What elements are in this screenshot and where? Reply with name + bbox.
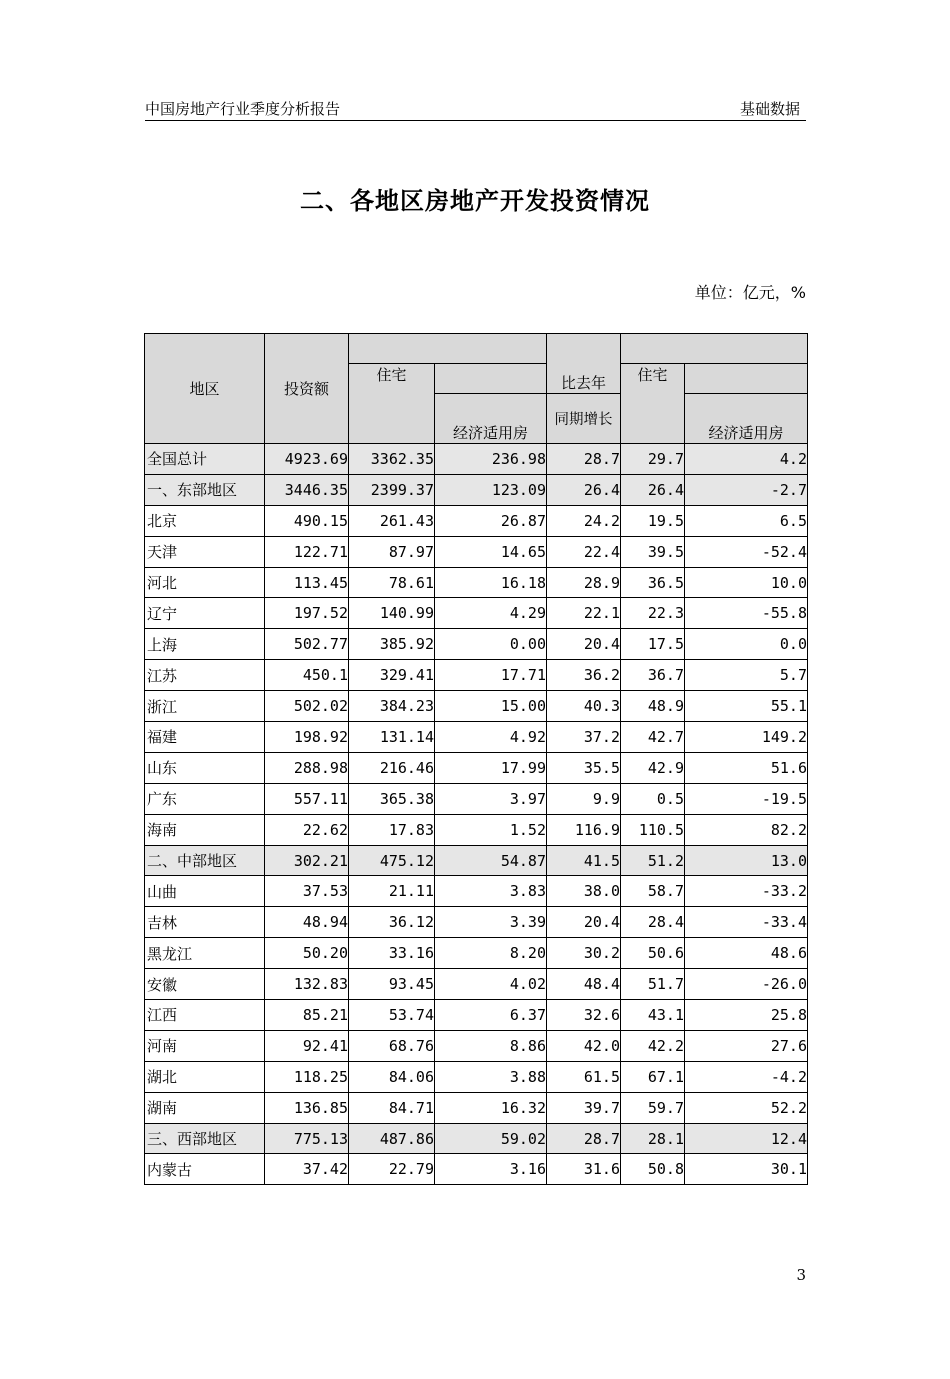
- header-yoy-residential: 住宅: [621, 364, 685, 444]
- cell-growth: 22.4: [547, 536, 621, 567]
- cell-name: 湖北: [145, 1061, 265, 1092]
- cell-growth-residential: 50.6: [621, 938, 685, 969]
- cell-residential: 216.46: [349, 752, 435, 783]
- header-yoy-top: 比去年: [547, 334, 621, 394]
- table-row: [145, 1154, 808, 1185]
- cell-investment: 3446.35: [265, 474, 349, 505]
- cell-growth-residential: 58.7: [621, 876, 685, 907]
- cell-residential: 17.83: [349, 814, 435, 845]
- table-row: [145, 660, 808, 691]
- cell-growth: 41.5: [547, 845, 621, 876]
- cell-residential: 475.12: [349, 845, 435, 876]
- cell-name: 湖南: [145, 1092, 265, 1123]
- cell-name: 辽宁: [145, 598, 265, 629]
- running-header: [145, 98, 806, 121]
- cell-investment: 85.21: [265, 1000, 349, 1031]
- header-yoy-group: [621, 334, 808, 364]
- cell-investment: 198.92: [265, 722, 349, 753]
- cell-growth: 26.4: [547, 474, 621, 505]
- cell-growth: 30.2: [547, 938, 621, 969]
- cell-name: 全国总计: [145, 444, 265, 475]
- cell-growth: 61.5: [547, 1061, 621, 1092]
- cell-affordable: 1.52: [435, 814, 547, 845]
- cell-growth-residential: 50.8: [621, 1154, 685, 1185]
- table-row: [145, 444, 808, 475]
- cell-affordable: 54.87: [435, 845, 547, 876]
- cell-growth-residential: 22.3: [621, 598, 685, 629]
- cell-growth: 36.2: [547, 660, 621, 691]
- cell-investment: 92.41: [265, 1030, 349, 1061]
- cell-growth: 39.7: [547, 1092, 621, 1123]
- cell-growth-affordable: -33.2: [685, 876, 808, 907]
- table-row: [145, 969, 808, 1000]
- cell-investment: 775.13: [265, 1123, 349, 1154]
- cell-growth-affordable: 55.1: [685, 691, 808, 722]
- cell-affordable: 236.98: [435, 444, 547, 475]
- section-label: 基础数据: [739, 100, 800, 118]
- header-affordable-spacer: [435, 364, 547, 394]
- cell-growth-residential: 51.2: [621, 845, 685, 876]
- cell-growth: 28.7: [547, 1123, 621, 1154]
- cell-growth: 20.4: [547, 907, 621, 938]
- cell-growth-affordable: 30.1: [685, 1154, 808, 1185]
- table-row: [145, 1123, 808, 1154]
- cell-affordable: 3.83: [435, 876, 547, 907]
- cell-investment: 50.20: [265, 938, 349, 969]
- cell-growth-affordable: 10.0: [685, 567, 808, 598]
- cell-growth: 37.2: [547, 722, 621, 753]
- cell-name: 黑龙江: [145, 938, 265, 969]
- cell-investment: 118.25: [265, 1061, 349, 1092]
- cell-affordable: 6.37: [435, 1000, 547, 1031]
- cell-affordable: 16.18: [435, 567, 547, 598]
- cell-investment: 502.02: [265, 691, 349, 722]
- cell-residential: 385.92: [349, 629, 435, 660]
- cell-affordable: 4.92: [435, 722, 547, 753]
- cell-affordable: 4.02: [435, 969, 547, 1000]
- cell-growth-affordable: 12.4: [685, 1123, 808, 1154]
- cell-affordable: 14.65: [435, 536, 547, 567]
- cell-growth-residential: 17.5: [621, 629, 685, 660]
- cell-residential: 22.79: [349, 1154, 435, 1185]
- cell-residential: 87.97: [349, 536, 435, 567]
- cell-name: 天津: [145, 536, 265, 567]
- cell-residential: 53.74: [349, 1000, 435, 1031]
- cell-growth-affordable: 13.0: [685, 845, 808, 876]
- cell-investment: 4923.69: [265, 444, 349, 475]
- table-row: [145, 691, 808, 722]
- page-title: 二、各地区房地产开发投资情况: [300, 187, 650, 215]
- cell-residential: 33.16: [349, 938, 435, 969]
- table-row: [145, 783, 808, 814]
- cell-name: 河南: [145, 1030, 265, 1061]
- cell-growth-affordable: 25.8: [685, 1000, 808, 1031]
- table-row: [145, 938, 808, 969]
- table-row: [145, 1000, 808, 1031]
- cell-residential: 84.06: [349, 1061, 435, 1092]
- table-row: [145, 629, 808, 660]
- cell-investment: 113.45: [265, 567, 349, 598]
- investment-table: [144, 333, 808, 1185]
- cell-residential: 487.86: [349, 1123, 435, 1154]
- cell-name: 上海: [145, 629, 265, 660]
- cell-growth-affordable: 4.2: [685, 444, 808, 475]
- cell-affordable: 3.39: [435, 907, 547, 938]
- header-yoy-affordable-spacer: [685, 364, 808, 394]
- cell-growth-residential: 36.5: [621, 567, 685, 598]
- cell-growth: 22.1: [547, 598, 621, 629]
- cell-residential: 21.11: [349, 876, 435, 907]
- cell-growth: 35.5: [547, 752, 621, 783]
- cell-growth: 48.4: [547, 969, 621, 1000]
- cell-growth-residential: 42.7: [621, 722, 685, 753]
- cell-growth-affordable: -4.2: [685, 1061, 808, 1092]
- table-row: [145, 536, 808, 567]
- cell-growth-affordable: 52.2: [685, 1092, 808, 1123]
- cell-growth: 38.0: [547, 876, 621, 907]
- cell-growth-residential: 28.1: [621, 1123, 685, 1154]
- cell-growth-affordable: 82.2: [685, 814, 808, 845]
- cell-growth-affordable: 149.2: [685, 722, 808, 753]
- header-yoy-bottom: 同期增长: [547, 394, 621, 444]
- cell-growth: 42.0: [547, 1030, 621, 1061]
- table-row: [145, 907, 808, 938]
- cell-growth: 9.9: [547, 783, 621, 814]
- cell-residential: 131.14: [349, 722, 435, 753]
- cell-growth-affordable: -19.5: [685, 783, 808, 814]
- cell-affordable: 8.86: [435, 1030, 547, 1061]
- cell-name: 河北: [145, 567, 265, 598]
- table-row: [145, 598, 808, 629]
- cell-residential: 68.76: [349, 1030, 435, 1061]
- cell-growth-residential: 42.9: [621, 752, 685, 783]
- cell-name: 江苏: [145, 660, 265, 691]
- header-residential: 住宅: [349, 364, 435, 444]
- cell-name: 海南: [145, 814, 265, 845]
- cell-growth-residential: 29.7: [621, 444, 685, 475]
- cell-growth-affordable: 27.6: [685, 1030, 808, 1061]
- cell-growth: 24.2: [547, 505, 621, 536]
- cell-name: 安徽: [145, 969, 265, 1000]
- report-title: 中国房地产行业季度分析报告: [145, 100, 341, 118]
- cell-name: 二、中部地区: [145, 845, 265, 876]
- cell-growth: 20.4: [547, 629, 621, 660]
- cell-affordable: 0.00: [435, 629, 547, 660]
- table-row: [145, 474, 808, 505]
- cell-growth-residential: 26.4: [621, 474, 685, 505]
- cell-affordable: 123.09: [435, 474, 547, 505]
- cell-growth-residential: 39.5: [621, 536, 685, 567]
- cell-residential: 2399.37: [349, 474, 435, 505]
- cell-growth: 31.6: [547, 1154, 621, 1185]
- cell-investment: 502.77: [265, 629, 349, 660]
- cell-growth-residential: 48.9: [621, 691, 685, 722]
- table-row: [145, 1061, 808, 1092]
- header-investment-group: [349, 334, 547, 364]
- cell-investment: 302.21: [265, 845, 349, 876]
- cell-investment: 132.83: [265, 969, 349, 1000]
- cell-investment: 197.52: [265, 598, 349, 629]
- cell-affordable: 8.20: [435, 938, 547, 969]
- cell-name: 一、东部地区: [145, 474, 265, 505]
- cell-residential: 78.61: [349, 567, 435, 598]
- cell-growth-affordable: 51.6: [685, 752, 808, 783]
- cell-affordable: 17.99: [435, 752, 547, 783]
- cell-affordable: 15.00: [435, 691, 547, 722]
- cell-growth-residential: 110.5: [621, 814, 685, 845]
- cell-affordable: 3.16: [435, 1154, 547, 1185]
- cell-residential: 384.23: [349, 691, 435, 722]
- cell-affordable: 16.32: [435, 1092, 547, 1123]
- table-row: [145, 876, 808, 907]
- unit-note: 单位：亿元，%: [694, 283, 806, 302]
- cell-investment: 557.11: [265, 783, 349, 814]
- cell-growth-affordable: -33.4: [685, 907, 808, 938]
- cell-growth-affordable: -26.0: [685, 969, 808, 1000]
- cell-affordable: 59.02: [435, 1123, 547, 1154]
- cell-growth-affordable: -2.7: [685, 474, 808, 505]
- cell-name: 吉林: [145, 907, 265, 938]
- cell-growth: 28.7: [547, 444, 621, 475]
- cell-name: 山曲: [145, 876, 265, 907]
- cell-affordable: 3.97: [435, 783, 547, 814]
- cell-growth-affordable: 0.0: [685, 629, 808, 660]
- cell-investment: 122.71: [265, 536, 349, 567]
- table-row: [145, 1030, 808, 1061]
- cell-investment: 288.98: [265, 752, 349, 783]
- cell-affordable: 4.29: [435, 598, 547, 629]
- cell-growth-affordable: 6.5: [685, 505, 808, 536]
- cell-residential: 93.45: [349, 969, 435, 1000]
- cell-growth-residential: 28.4: [621, 907, 685, 938]
- cell-name: 江西: [145, 1000, 265, 1031]
- cell-growth-residential: 19.5: [621, 505, 685, 536]
- cell-name: 内蒙古: [145, 1154, 265, 1185]
- cell-affordable: 17.71: [435, 660, 547, 691]
- cell-name: 北京: [145, 505, 265, 536]
- header-region: 地区: [145, 334, 265, 444]
- cell-growth-affordable: 5.7: [685, 660, 808, 691]
- table-row: [145, 505, 808, 536]
- cell-name: 三、西部地区: [145, 1123, 265, 1154]
- cell-affordable: 3.88: [435, 1061, 547, 1092]
- cell-growth-affordable: -55.8: [685, 598, 808, 629]
- cell-growth-residential: 36.7: [621, 660, 685, 691]
- cell-residential: 261.43: [349, 505, 435, 536]
- cell-growth: 28.9: [547, 567, 621, 598]
- cell-residential: 365.38: [349, 783, 435, 814]
- cell-investment: 490.15: [265, 505, 349, 536]
- cell-investment: 450.1: [265, 660, 349, 691]
- cell-name: 福建: [145, 722, 265, 753]
- table-row: [145, 845, 808, 876]
- header-affordable: 经济适用房: [435, 394, 547, 444]
- cell-name: 山东: [145, 752, 265, 783]
- cell-residential: 36.12: [349, 907, 435, 938]
- cell-growth: 116.9: [547, 814, 621, 845]
- page-number: 3: [796, 1266, 806, 1284]
- cell-growth-residential: 0.5: [621, 783, 685, 814]
- cell-growth-residential: 42.2: [621, 1030, 685, 1061]
- cell-affordable: 26.87: [435, 505, 547, 536]
- cell-name: 浙江: [145, 691, 265, 722]
- cell-investment: 37.42: [265, 1154, 349, 1185]
- cell-growth: 40.3: [547, 691, 621, 722]
- cell-residential: 329.41: [349, 660, 435, 691]
- cell-growth-affordable: -52.4: [685, 536, 808, 567]
- header-yoy-affordable: 经济适用房: [685, 394, 808, 444]
- cell-growth-residential: 43.1: [621, 1000, 685, 1031]
- table-row: [145, 814, 808, 845]
- table-row: [145, 722, 808, 753]
- cell-growth-residential: 51.7: [621, 969, 685, 1000]
- cell-residential: 140.99: [349, 598, 435, 629]
- cell-investment: 136.85: [265, 1092, 349, 1123]
- cell-investment: 48.94: [265, 907, 349, 938]
- cell-name: 广东: [145, 783, 265, 814]
- cell-growth-residential: 59.7: [621, 1092, 685, 1123]
- table-body: [145, 444, 808, 1185]
- table-row: [145, 752, 808, 783]
- header-investment: 投资额: [265, 334, 349, 444]
- cell-growth-residential: 67.1: [621, 1061, 685, 1092]
- table-row: [145, 1092, 808, 1123]
- cell-investment: 22.62: [265, 814, 349, 845]
- table-row: [145, 567, 808, 598]
- cell-growth: 32.6: [547, 1000, 621, 1031]
- cell-growth-affordable: 48.6: [685, 938, 808, 969]
- cell-investment: 37.53: [265, 876, 349, 907]
- cell-residential: 84.71: [349, 1092, 435, 1123]
- cell-residential: 3362.35: [349, 444, 435, 475]
